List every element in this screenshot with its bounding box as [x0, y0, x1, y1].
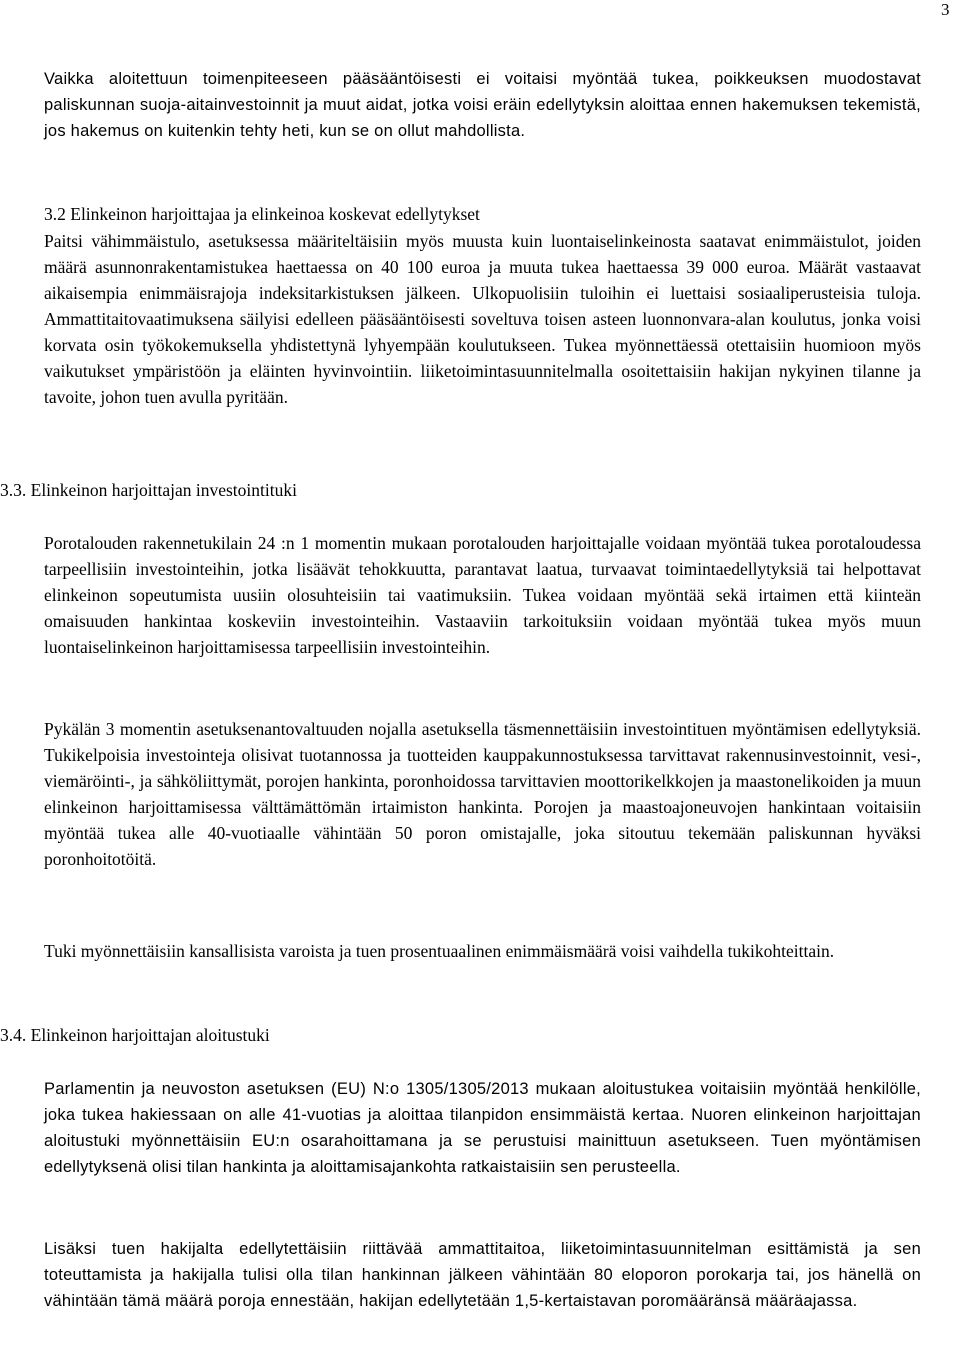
section-3-2-heading: 3.2 Elinkeinon harjoittajaa ja elinkeinoa koskevat edellytykset: [44, 204, 480, 224]
section-3-4-paragraph-2: Lisäksi tuen hakijalta edellytettäisiin riittävää ammattitaitoa, liiketoimintasuunnitelman esittämistä ja sen toteuttamista ja hakijalla tulisi olla tilan hankinnan jälkeen vähintään 80 eloporon porokarja tai, jos hänellä on vähintään tämä määrä poroja ennestään, hakijan edellytetään 1,5-kertaistavan poromääränsä määräajassa.: [44, 1240, 921, 1310]
section-3-3-heading: 3.3. Elinkeinon harjoittajan investointituki: [0, 480, 297, 500]
section-3-2-body: Paitsi vähimmäistulo, asetuksessa määriteltäisiin myös muusta kuin luontaiselinkeinosta saatavat enimmäistulot, joiden määrä asunnonrakentamistukea haettaessa on 40 100 euroa ja muuta tukea haettaessa 39 000 euroa. Määrät vastaavat aikaisempia enimmäisrajoja indeksitarkistuksen jälkeen. Ulkopuolisiin tuloihin ei luettaisi sosiaaliperusteisia tuloja. Ammattitaitovaatimuksena säilyisi edelleen pääsääntöisesti soveltuva toisen asteen luonnonvara-alan koulutus, jonka voisi korvata osin työkokemuksella yhdistettynä lyhyempään koulutukseen. Tukea myönnettäessä otettaisiin huomioon myös vaikutukset ympäristöön ja eläinten hyvinvointiin. liiketoimintasuunnitelmalla osoitettaisiin hakijan nykyinen tilanne ja tavoite, johon tuen avulla pyritään.: [44, 231, 921, 407]
section-3-3-paragraph-2: Pykälän 3 momentin asetuksenantovaltuuden nojalla asetuksella täsmennettäisiin investointituen myöntämisen edellytyksiä. Tukikelpoisia investointeja olisivat tuotannossa ja tuotteiden kauppakunnostuksessa tarvittavat rakennusinvestoinnit, vesi-, viemäröinti-, ja sähköliittymät, porojen hankinta, poronhoidossa tarvittavien moottorikelkkojen ja maastonelikoiden ja muun elinkeinon harjoittamisessa välttämättömän irtaimiston hankinta. Porojen ja maastoajoneuvojen hankintaan voitaisiin myöntää tukea alle 40-vuotiaalle vähintään 50 poron omistajalle, joka sitoutuu tekemään paliskunnan hyväksi poronhoitotöitä.: [44, 719, 921, 869]
section-3-4-paragraph-1: Parlamentin ja neuvoston asetuksen (EU) N:o 1305/1305/2013 mukaan aloitustukea voitaisiin myöntää henkilölle, joka tukea hakiessaan on alle 41-vuotias ja aloittaa tilanpidon ensimmäistä kertaa. Nuoren elinkeinon harjoittajan aloitustuki myönnettäisiin EU:n osarahoittamana ja se perustuisi mainittuun asetukseen. Tuen myöntämisen edellytyksenä olisi tilan hankinta ja aloittamisajankohta ratkaistaisiin sen perusteella.: [44, 1080, 921, 1176]
page-number: 3: [941, 0, 950, 19]
section-3-4-heading: 3.4. Elinkeinon harjoittajan aloitustuki: [0, 1025, 270, 1045]
section-3-3-paragraph-3: Tuki myönnettäisiin kansallisista varoista ja tuen prosentuaalinen enimmäismäärä voisi vaihdella tukikohteittain.: [44, 941, 835, 961]
intro-paragraph: Vaikka aloitettuun toimenpiteeseen pääsääntöisesti ei voitaisi myöntää tukea, poikkeuksen muodostavat paliskunnan suoja-aitainvestoinnit ja muut aidat, jotka voisi eräin edellytyksin aloittaa ennen hakemuksen tekemistä, jos hakemus on kuitenkin tehty heti, kun se on ollut mahdollista.: [44, 70, 921, 140]
section-3-3-paragraph-1: Porotalouden rakennetukilain 24 :n 1 momentin mukaan porotalouden harjoittajalle voidaan myöntää tukea porotaloudessa tarpeellisiin investointeihin, jotka lisäävät tehokkuutta, parantavat laatua, turvaavat toimintaedellytyksiä tai helpottavat elinkeinon sopeutumista uusiin olosuhteisiin tai vaatimuksiin. Tukea voidaan myöntää sekä irtaimen että kiinteän omaisuuden hankintaa koskeviin investointeihin. Vastaaviin tarkoituksiin voidaan myöntää tukea myös muun luontaiselinkeinon harjoittamisessa tarpeellisiin investointeihin.: [44, 533, 921, 657]
